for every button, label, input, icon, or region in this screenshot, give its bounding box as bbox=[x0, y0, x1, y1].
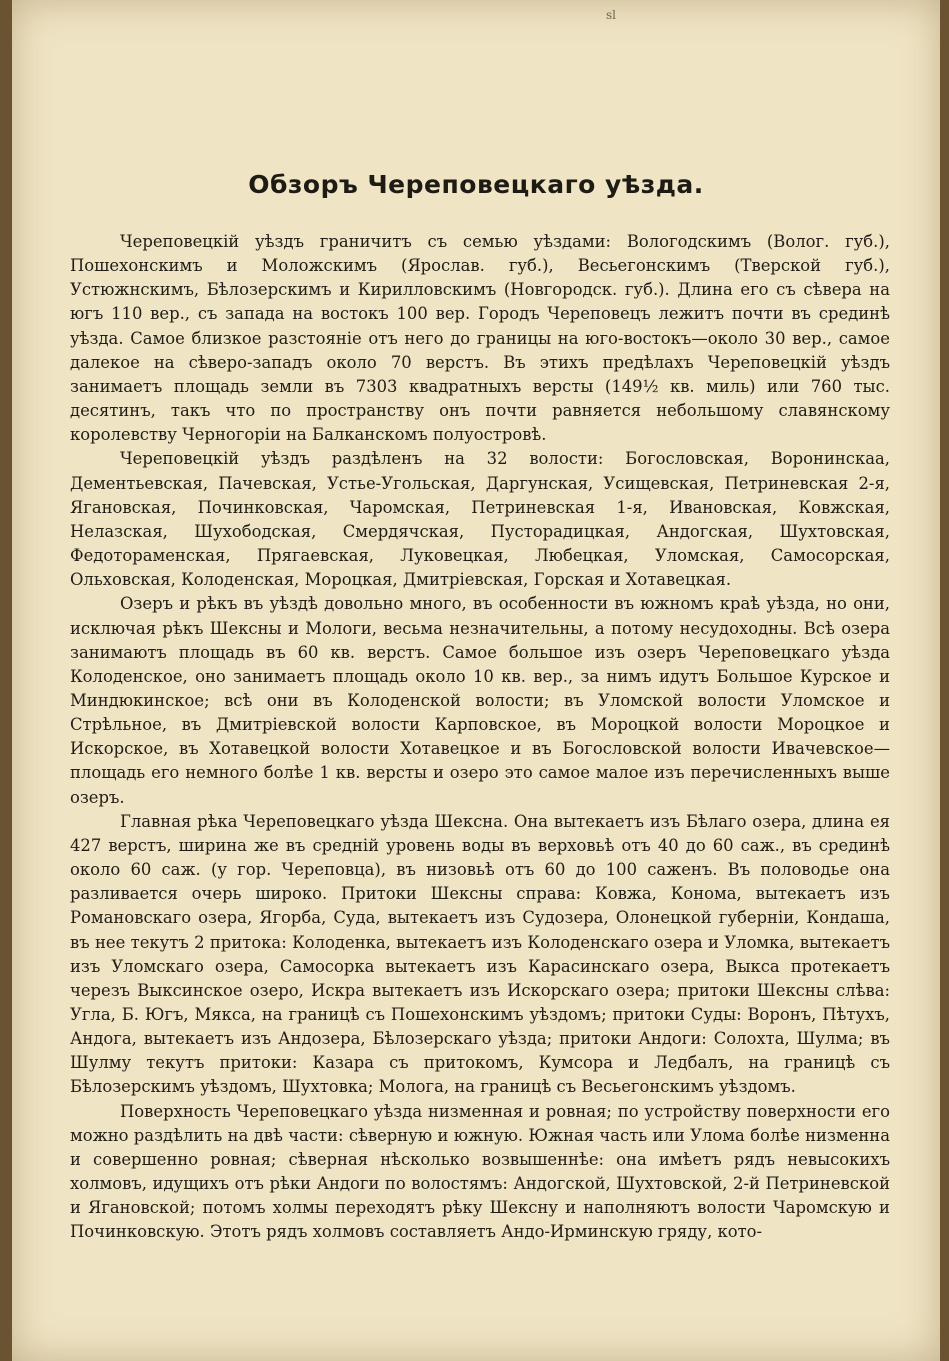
book-page bbox=[12, 0, 940, 1361]
paragraph-volosts: Череповецкій уѣздъ раздѣленъ на 32 волости: Богословская, Воронинскаа, Дементьевская, Пачевская, Устье-Угольская, Даргунская, Усищевская, Петриневская 2-я, Ягановская, Починковская, Чаромская, Петриневская 1-я, Ивановская, Ковжская, Нелазская, Шухободская, Смердячская, Пусторадицкая, Андогская, Шухтовская, Федотораменская, Прягаевская, Луковецкая, Любецкая, Уломская, Самосорская, Ольховская, Колоденская, Мороцкая, Дмитріевская, Горская и Хотавецкая. bbox=[70, 449, 890, 590]
paragraph-lakes: Озеръ и рѣкъ въ уѣздѣ довольно много, въ особенности въ южномъ краѣ уѣзда, но они, исключая рѣкъ Шексны и Мологи, весьма незначительны, а потому несудоходны. Всѣ озера занимаютъ площадь въ 60 кв. верстъ. Самое большое изъ озеръ Череповецкаго уѣзда Колоденское, оно занимаетъ площадь около 10 кв. вер., за нимъ идутъ Большое Курское и Миндюкинское; всѣ они въ Колоденской волости; въ Уломской волости Уломское и Стрѣльное, въ Дмитріевской волости Карповское, въ Мороцкой волости Мороцкое и Искорское, въ Хотавецкой волости Хотавецкое и въ Богословской волости Ивачевское—площадь его немного болѣе 1 кв. версты и озеро это самое малое изъ перечисленныхъ выше озеръ. bbox=[70, 594, 890, 807]
paragraph-surface: Поверхность Череповецкаго уѣзда низменная и ровная; по устройству поверхности его можно раздѣлить на двѣ части: сѣверную и южную. Южная часть или Улома болѣе низменна и совершенно ровная; сѣверная нѣсколько возвышеннѣе: она имѣетъ рядъ невысокихъ холмовъ, идущихъ отъ рѣки Андоги по волостямъ: Андогской, Шухтовской, 2-й Петриневской и Ягановской; потомъ холмы переходятъ рѣку Шексну и наполняютъ волости Чаромскую и Починковскую. Этотъ рядъ холмовъ составляетъ Андо-Ирминскую гряду, кото- bbox=[70, 1101, 890, 1242]
corner-mark: sl bbox=[606, 8, 616, 22]
paragraph-borders: Череповецкій уѣздъ граничитъ съ семью уѣздами: Вологодскимъ (Волог. губ.), Пошехонскимъ и Моложскимъ (Ярослав. губ.), Весьегонскимъ (Тверской губ.), Устюжнскимъ, Бѣлозерскимъ и Кирилловскимъ (Новгородск. губ.). Длина его съ сѣвера на югъ 110 вер., съ запада на востокъ 100 вер. Городъ Череповецъ лежитъ почти въ срединѣ уѣзда. Самое близкое разстояніе отъ него до границы на юго-востокъ—около 30 вер., самое далекое на сѣверо-западъ около 70 верстъ. Въ этихъ предѣлахъ Череповецкій уѣздъ занимаетъ площадь земли въ 7303 квадратныхъ версты (149½ кв. миль) или 760 тыс. десятинъ, такъ что по пространству онъ почти равняется небольшому славянскому королевству Черногоріи на Балканскомъ полуостровѣ. bbox=[70, 232, 890, 445]
paragraph-rivers: Главная рѣка Череповецкаго уѣзда Шексна. Она вытекаетъ изъ Бѣлаго озера, длина ея 427 верстъ, ширина же въ среднiй уровень воды въ верховьѣ отъ 40 до 60 саж., въ срединѣ около 60 саж. (у гор. Череповца), въ низовьѣ отъ 60 до 100 саженъ. Въ половодье она разливается очерь широко. Притоки Шексны справа: Ковжа, Конома, вытекаетъ изъ Романовскаго озера, Ягорба, Суда, вытекаетъ изъ Судозера, Олонецкой губерніи, Кондаша, въ нее текутъ 2 притока: Колоденка, вытекаетъ изъ Колоденскаго озера и Уломка, вытекаетъ изъ Уломскаго озера, Самосорка вытекаетъ изъ Карасинскаго озера, Выкса протекаетъ черезъ Выксинское озеро, Искра вытекаетъ изъ Искорскаго озера; притоки Шексны слѣва: Угла, Б. Югъ, Мякса, на границѣ съ Пошехонскимъ уѣздомъ; притоки Суды: Воронъ, Пѣтухъ, Андога, вытекаетъ изъ Андозера, Бѣлозерскаго уѣзда; притоки Андоги: Солохта, Шулма; въ Шулму текутъ притоки: Казара съ притокомъ, Кумсора и Ледбалъ, на границѣ съ Бѣлозерскимъ уѣздомъ, Шухтовка; Молога, на границѣ съ Весьегонскимъ уѣздомъ. bbox=[70, 811, 890, 1097]
body-text bbox=[70, 230, 890, 1245]
page-title: Обзоръ Череповецкаго уѣзда. bbox=[248, 170, 704, 199]
